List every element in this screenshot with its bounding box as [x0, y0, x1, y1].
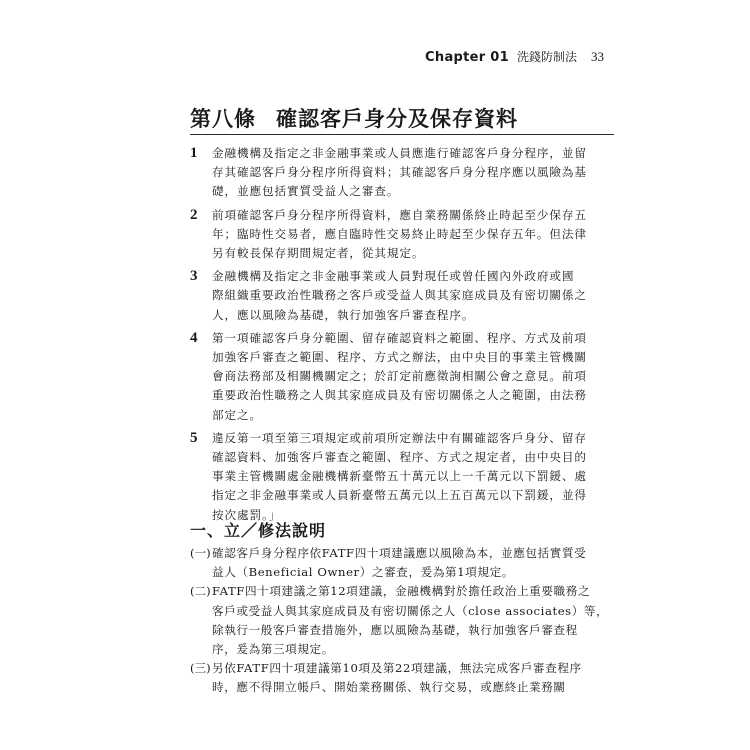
paragraph-line: 人，應以風險為基礎，執行加強客戶審查程序。	[212, 307, 475, 322]
paragraph-line: 按次處罰。」	[212, 507, 282, 522]
explanation-number: (三)	[190, 661, 211, 676]
paragraph-item	[190, 206, 620, 264]
explanation-body	[212, 659, 620, 697]
explanation-line: 另依FATF四十項建議第10項及第22項建議，無法完成客戶審查程序	[212, 661, 582, 676]
section-heading: 一、立／修法說明	[190, 521, 327, 540]
explanation-body	[212, 582, 620, 659]
explanation-item	[190, 659, 620, 697]
explanation-line: 時，應不得開立帳戶、開始業務關係、執行交易，或應終止業務關	[212, 680, 566, 695]
paragraph-number: 4	[190, 329, 198, 346]
paragraph-line: 礎，並應包括實質受益人之審查。	[212, 184, 400, 199]
paragraph-line: 存其確認客戶身分程序所得資料；其確認客戶身分程序應以風險為基	[212, 165, 587, 180]
explanation-line: 客戶或受益人與其家庭成員及有密切關係之人（close associates）等，	[212, 603, 609, 618]
explanation-line: 益人（Beneficial Owner）之審查，爰為第1項規定。	[212, 565, 514, 580]
paragraph-body	[212, 329, 620, 425]
paragraph-number: 3	[190, 268, 198, 285]
explanation-number: (一)	[190, 546, 211, 560]
explanation-line: 確認客戶身分程序依FATF四十項建議應以風險為本，並應包括實質受	[212, 546, 587, 560]
paragraph-line: 金融機構及指定之非金融事業或人員應進行確認客戶身分程序，並留	[212, 146, 587, 160]
paragraph-line: 部定之。	[212, 407, 262, 422]
explanation-item	[190, 582, 620, 659]
paragraph-number: 5	[190, 429, 198, 446]
running-header	[425, 48, 604, 65]
paragraph-line: 會商法務部及相關機關定之；於訂定前應徵詢相關公會之意見。前項	[212, 369, 587, 384]
paragraph-line: 事業主管機關處金融機構新臺幣五十萬元以上一千萬元以下罰鍰、處	[212, 469, 587, 484]
chapter-title: 洗錢防制法	[516, 50, 577, 64]
paragraph-line: 重要政治性職務之人與其家庭成員及有密切關係之人之範圍，由法務	[212, 388, 587, 403]
paragraph-line: 另有較長保存期間規定者，從其規定。	[212, 246, 425, 261]
paragraph-line: 第一項確認客戶身分範圍、留存確認資料之範圍、程序、方式及前項	[212, 330, 587, 345]
paragraph-line: 違反第一項至第三項規定或前項所定辦法中有關確認客戶身分、留存	[212, 430, 587, 445]
explanation-line: FATF四十項建議之第12項建議，金融機構對於擔任政治上重要職務之	[212, 584, 591, 599]
explanation-number: (二)	[190, 584, 211, 599]
article-heading: 確認客戶身分及保存資料	[276, 107, 518, 131]
paragraph-line: 際組織重要政治性職務之客戶或受益人與其家庭成員及有密切關係之	[212, 288, 587, 303]
paragraph-body	[212, 206, 620, 264]
paragraph-line: 指定之非金融事業或人員新臺幣五萬元以上五百萬元以下罰鍰，並得	[212, 488, 587, 503]
article-paragraphs	[190, 144, 620, 529]
explanation-line: 除執行一般客戶審查措施外，應以風險為基礎，執行加強客戶審查程	[212, 622, 578, 637]
explanation-item	[190, 544, 620, 582]
paragraph-body	[212, 429, 620, 525]
chapter-label: Chapter 01	[425, 50, 509, 65]
paragraph-body	[212, 144, 620, 202]
explanation-line: 序，爰為第三項規定。	[212, 642, 334, 657]
paragraph-line: 確認資料、加強客戶審查之範圍、程序、方式之規定者，由中央目的	[212, 450, 587, 465]
page-number: 33	[591, 49, 604, 64]
paragraph-item	[190, 144, 620, 202]
paragraph-body	[212, 267, 620, 325]
paragraph-line: 加強客戶審查之範圍、程序、方式之辦法，由中央目的事業主管機關	[212, 350, 587, 365]
paragraph-line: 金融機構及指定之非金融事業或人員對現任或曾任國內外政府或國	[212, 269, 575, 284]
explanation-body	[212, 544, 620, 582]
paragraph-item	[190, 429, 620, 525]
paragraph-line: 前項確認客戶身分程序所得資料，應自業務關係終止時起至少保存五	[212, 207, 587, 222]
paragraph-line: 年；臨時性交易者，應自臨時性交易終止時起至少保存五年。但法律	[212, 226, 587, 241]
article-number: 第八條	[190, 107, 256, 131]
article-title	[190, 103, 518, 133]
paragraph-item	[190, 267, 620, 325]
explanation-list	[190, 544, 620, 698]
paragraph-number: 1	[190, 145, 198, 161]
title-divider	[190, 134, 614, 135]
paragraph-number: 2	[190, 206, 198, 223]
paragraph-item	[190, 329, 620, 425]
